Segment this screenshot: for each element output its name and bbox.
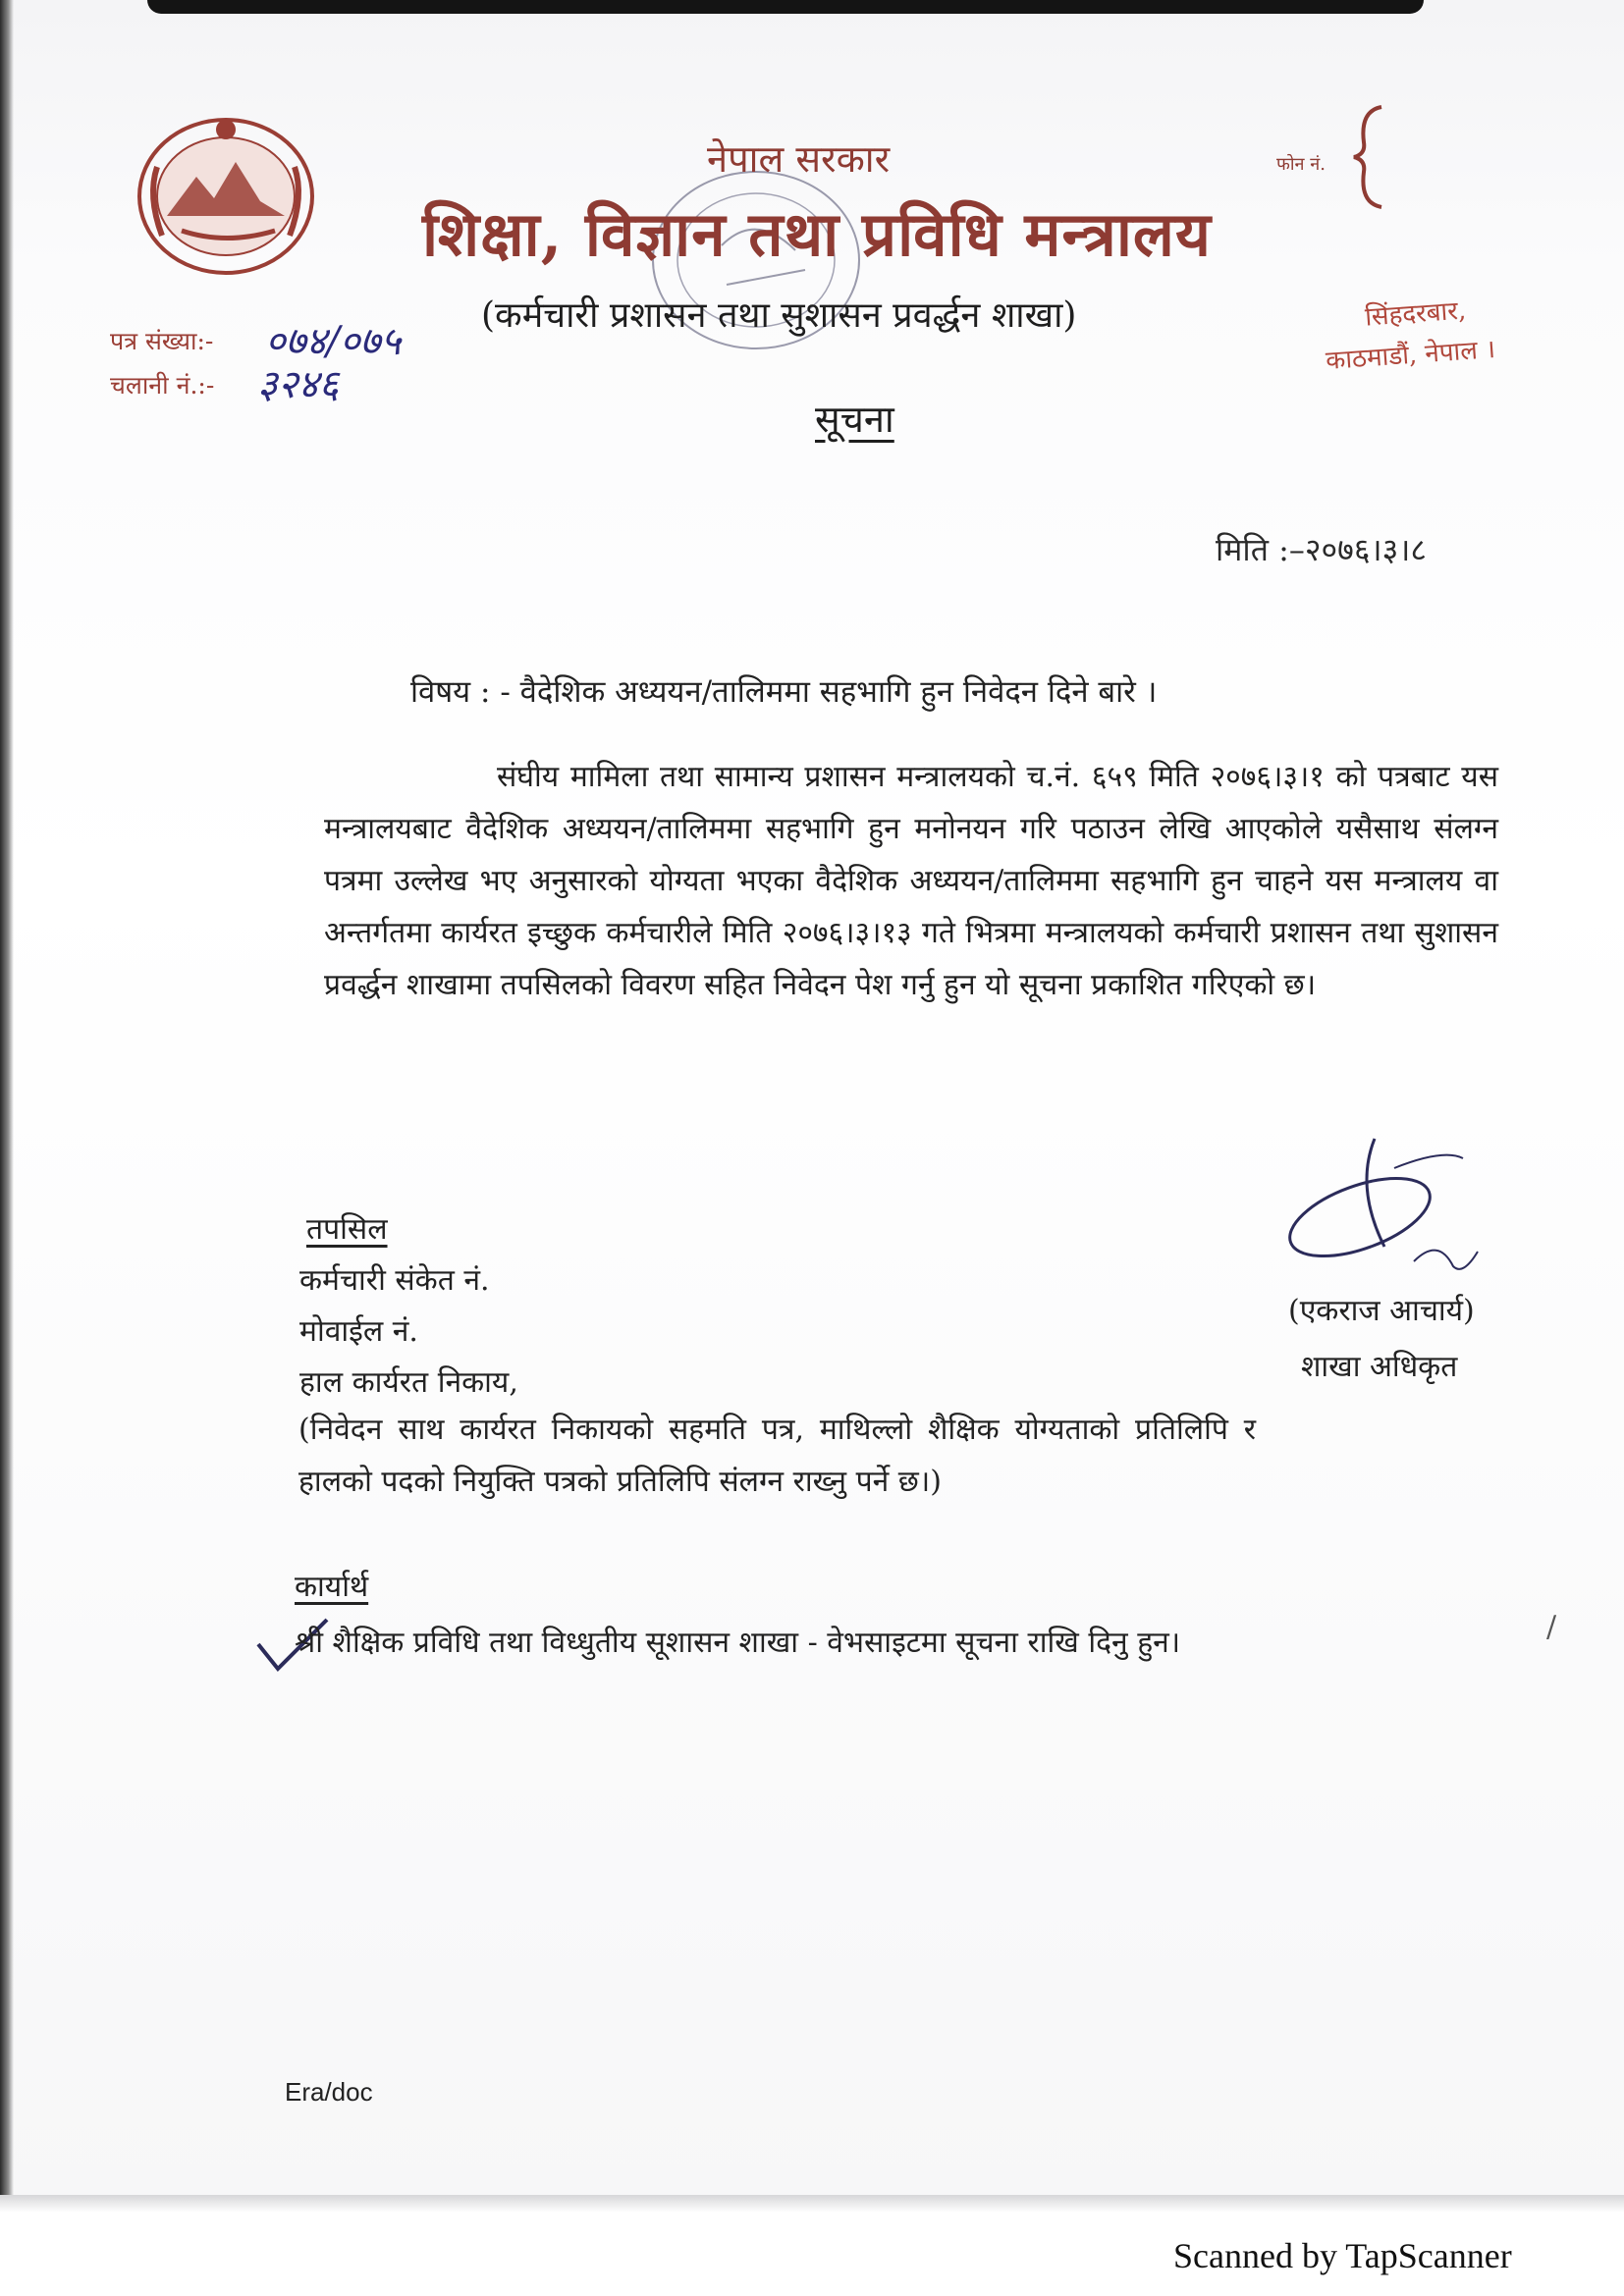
address-line-1: सिंहदरबार, — [1364, 295, 1468, 333]
branch-name: (कर्मचारी प्रशासन तथा सुशासन प्रवर्द्धन शाखा) — [481, 295, 1077, 336]
scan-left-edge — [0, 0, 14, 2209]
scanner-watermark: Scanned by TapScanner — [1173, 2236, 1512, 2275]
notice-title: सूचना — [815, 398, 894, 441]
tapasil-item: हाल कार्यरत निकाय, — [299, 1365, 518, 1400]
notice-body: संघीय मामिला तथा सामान्य प्रशासन मन्त्रालयको च.नं. ६५९ मिति २०७६।३।१ को पत्रबाट यस मन्त्रालयबाट वैदेशिक अध्ययन/तालिममा सहभागि हुन मनोनयन गरि पठाउन लेखि आएकोले यसैसाथ संलग्न पत्रमा उल्लेख भए अनुसारको योग्यता भएका वैदेशिक अध्ययन/तालिममा सहभागि हुन चाहने यस मन्त्रालय वा अन्तर्गतमा कार्यरत इच्छुक कर्मचारीले मिति २०७६।३।१३ गते भित्रमा मन्त्रालयको कर्मचारी प्रशासन तथा सुशासन प्रवर्द्धन शाखामा तपसिलको विवरण सहित निवेदन पेश गर्नु हुन यो सूचना प्रकाशित गरिएको छ। — [324, 760, 1498, 1002]
tapasil-item: कर्मचारी संकेत नं. — [299, 1263, 490, 1298]
tapasil-note: (निवेदन साथ कार्यरत निकायको सहमति पत्र, माथिल्लो शैक्षिक योग्यताको प्रतिलिपि र हालको पदको नियुक्ति पत्रको प्रतिलिपि संलग्न राख्नु पर्ने छ।) — [298, 1413, 1256, 1499]
nepal-emblem-icon — [128, 108, 324, 280]
brace-mark-icon — [1350, 103, 1389, 211]
notice-subject: विषय : - वैदेशिक अध्ययन/तालिममा सहभागि हुन निवेदन दिने बारे । — [410, 674, 1158, 710]
karyartha-heading: कार्यार्थ — [295, 1570, 369, 1604]
patra-sankhya-value: ०७४/०७५ — [265, 319, 402, 364]
notice-date: मिति :–२०७६।३।८ — [1216, 531, 1428, 568]
tapasil-heading: तपसिल — [306, 1212, 388, 1247]
signatory-name: (एकराज आचार्य) — [1288, 1294, 1475, 1328]
tapasil-item: मोवाईल नं. — [299, 1314, 418, 1349]
karyartha-text: श्री शैक्षिक प्रविधि तथा विध्धुतीय सूशासन शाखा - वेभसाइटमा सूचना राखि दिनु हुन। — [295, 1626, 1181, 1660]
margin-mark: / — [1546, 1610, 1557, 1644]
document-code: Era/doc — [285, 2077, 373, 2107]
office-phone-label: फोन नं. — [1276, 154, 1326, 175]
signature-icon — [1267, 1129, 1492, 1296]
scan-top-edge — [147, 0, 1424, 14]
address-line-2: काठमाडौं, नेपाल । — [1325, 334, 1496, 376]
chalani-value: ३२४६ — [257, 362, 340, 407]
scan-bottom-fold — [0, 2195, 1624, 2213]
government-title: नेपाल सरकार — [707, 137, 891, 181]
patra-sankhya-label: पत्र संख्या:- — [110, 327, 214, 355]
ministry-title: शिक्षा, विज्ञान तथा प्रविधि मन्त्रालय — [422, 198, 1212, 270]
chalani-label: चलानी नं.:- — [110, 371, 215, 400]
signatory-title: शाखा अधिकृत — [1301, 1350, 1458, 1384]
